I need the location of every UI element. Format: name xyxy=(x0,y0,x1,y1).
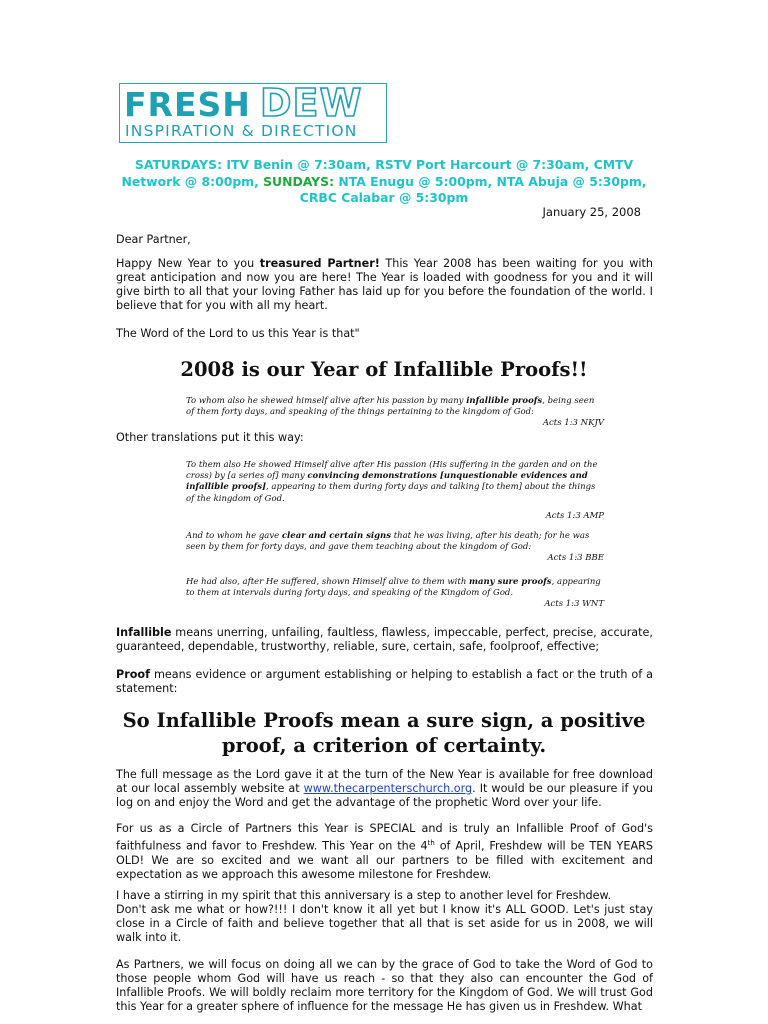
logo-subtitle: INSPIRATION & DIRECTION xyxy=(125,122,358,140)
quote-amp xyxy=(186,460,604,522)
sundays-text: NTA Enugu @ 5:00pm, NTA Abuja @ 5:30pm, CRBC Calabar @ 5:30pm xyxy=(299,173,647,205)
quote-nkjv-post: , being seen of them forty days, and speaking of the things pertaining to the kingdom of God: xyxy=(186,396,595,418)
greeting: Dear Partner, xyxy=(116,233,191,246)
partners-pre: For us as a Circle of Partners this Year is SPECIAL and is truly an Infallible Proof of God's faithfulness and favor to Freshdew. This Year on the 4 xyxy=(116,822,653,853)
definition-infallible-text: means unerring, unfailing, faultless, flawless, impeccable, perfect, precise, accurate, guaranteed, dependable, trustworthy, reliable, sure, certain, safe, foolproof, effective; xyxy=(116,626,653,653)
paragraph-focus: As Partners, we will focus on doing all we can by the grace of God to take the Word of God to those people whom God will have us reach - so that they also can encounter the God of Infallible Proofs. We will boldly reclaim more territory for the Kingdom of God. We will trust God this Year for a greater sphere of influence for the message He has given us in Freshdew. What xyxy=(116,958,653,1013)
quote-amp-pre: To them also He showed Himself alive after His passion (His suffering in the garden and on the cross) by [a series of] many xyxy=(186,460,598,482)
paragraph-message-download xyxy=(116,768,653,810)
quote-nkjv-ref: Acts 1:3 NKJV xyxy=(542,418,604,429)
message-pre: The full message as the Lord gave it at the turn of the New Year is available for free download at our local assembly website at xyxy=(116,768,653,795)
quote-wnt-pre: He had also, after He suffered, shown Himself alive to them with xyxy=(186,577,469,587)
definition-infallible xyxy=(116,626,653,654)
term-proof: Proof xyxy=(116,668,150,681)
website-link[interactable]: www.thecarpenterschurch.org xyxy=(303,782,473,795)
quote-wnt-post: , appearing to them at intervals during forty days, and speaking of the Kingdom of God. xyxy=(186,577,601,599)
quote-amp-ref: Acts 1:3 AMP xyxy=(545,510,604,521)
quote-bbe-post: that he was living, after his death; for he was seen by them for forty days, and gave them teaching about the kingdom of God: xyxy=(186,531,590,553)
quote-bbe xyxy=(186,531,604,565)
logo-dew-text: DEW xyxy=(260,81,363,125)
term-infallible: Infallible xyxy=(116,626,172,639)
definition-proof xyxy=(116,668,653,696)
quote-wnt xyxy=(186,577,604,611)
quote-bbe-ref: Acts 1:3 BBE xyxy=(547,553,604,564)
quote-wnt-bold: many sure proofs xyxy=(469,577,552,587)
heading-year-of-proofs: 2008 is our Year of Infallible Proofs!! xyxy=(180,358,588,381)
partners-post: of April, Freshdew will be TEN YEARS OLD! We are so excited and we want all our partners to be filled with excitement and expectation as we approach this awesome milestone for Freshdew. xyxy=(116,839,653,881)
intro-bold: treasured Partner! xyxy=(259,257,380,270)
paragraph-circle-of-partners xyxy=(116,822,653,882)
saturdays-text: ITV Benin @ 7:30am, RSTV Port Harcourt @ 7:30am, CMTV Network @ 8:00pm, xyxy=(121,157,634,189)
quote-wnt-ref: Acts 1:3 WNT xyxy=(544,599,604,610)
paragraph-dont-ask: Don't ask me what or how?!!! I don't know it all yet but I know it's ALL GOOD. Let's just stay close in a Circle of faith and believe together that all that is set aside for us in 2008, we will walk into it. xyxy=(116,903,653,944)
quote-bbe-pre: And to whom he gave xyxy=(186,531,282,541)
letter-date: January 25, 2008 xyxy=(542,205,641,219)
quote-nkjv-bold: infallible proofs xyxy=(466,396,543,406)
broadcast-schedule xyxy=(110,157,658,207)
intro-paragraph xyxy=(116,257,653,313)
definition-proof-text: means evidence or argument establishing or helping to establish a fact or the truth of a statement: xyxy=(116,668,653,695)
quote-amp-bold: convincing demonstrations [unquestionable evidences and infallible proofs] xyxy=(186,471,588,493)
quote-bbe-bold: clear and certain signs xyxy=(281,531,392,541)
other-translations: Other translations put it this way: xyxy=(116,431,304,444)
saturdays-label: SATURDAYS: xyxy=(134,157,223,172)
logo-fresh-text: FRESH xyxy=(124,85,251,124)
sundays-label: SUNDAYS: xyxy=(258,173,335,189)
quote-nkjv-pre: To whom also he shewed himself alive after his passion by many xyxy=(186,396,467,406)
paragraph-stirring: I have a stirring in my spirit that this anniversary is a step to another level for Freshdew. xyxy=(116,889,612,902)
quote-nkjv xyxy=(186,396,604,430)
heading-infallible-proofs-meaning: So Infallible Proofs mean a sure sign, a positive proof, a criterion of certainty. xyxy=(122,709,646,757)
intro-pre: Happy New Year to you xyxy=(116,257,260,270)
quote-amp-post: , appearing to them during forty days and talking [to them] about the things of the kingdom of God. xyxy=(186,482,596,504)
freshdew-logo xyxy=(119,83,387,143)
intro-post: This Year 2008 has been waiting for you with great anticipation and now you are here! The Year is loaded with goodness for you and it will give birth to all that your loving Father has laid up for you before the foundation of the world. I believe that for you with all my heart. xyxy=(116,257,654,312)
partners-sup: th xyxy=(427,839,435,847)
message-post: . It would be our pleasure if you log on and enjoy the Word and get the advantage of the prophetic Word over your life. xyxy=(116,782,653,809)
word-line: The Word of the Lord to us this Year is that" xyxy=(116,327,360,340)
